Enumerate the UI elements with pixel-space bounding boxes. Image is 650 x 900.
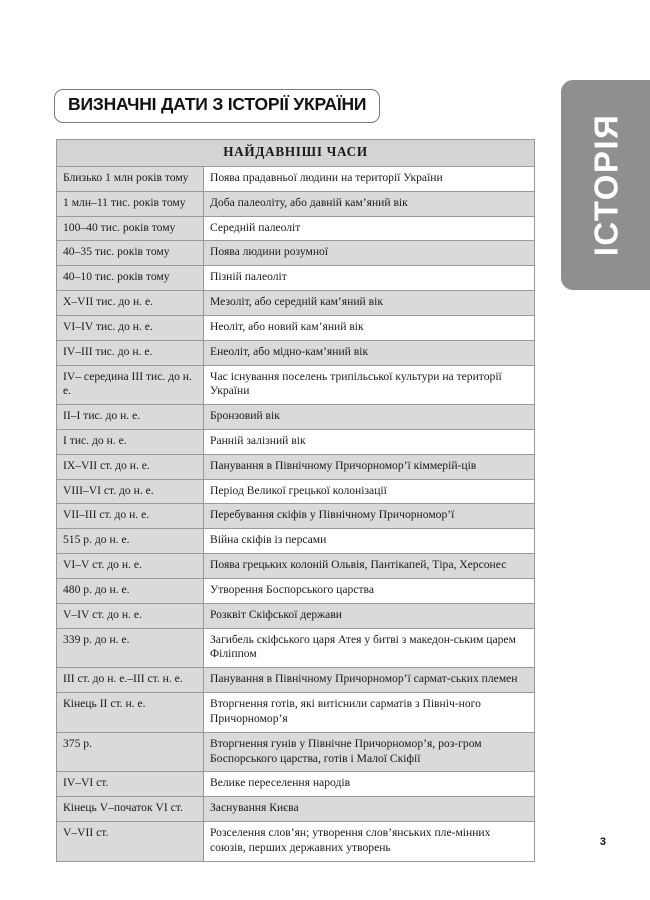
dates-table-body	[57, 166, 535, 861]
page-title: ВИЗНАЧНІ ДАТИ З ІСТОРІЇ УКРАЇНИ	[68, 94, 367, 114]
dates-table	[56, 139, 535, 862]
date-cell: 1 млн–11 тис. років тому	[57, 191, 204, 216]
date-cell: 375 р.	[57, 732, 204, 772]
date-cell: V–IV ст. до н. е.	[57, 603, 204, 628]
event-cell: Доба палеоліту, або давній кам’яний вік	[204, 191, 535, 216]
event-cell: Розквіт Скіфської держави	[204, 603, 535, 628]
table-row	[57, 578, 535, 603]
event-cell: Неоліт, або новий кам’яний вік	[204, 315, 535, 340]
event-cell: Поява людини розумної	[204, 241, 535, 266]
event-cell: Заснування Києва	[204, 797, 535, 822]
table-row	[57, 772, 535, 797]
event-cell: Панування в Північному Причорномор’ї кіммерій-ців	[204, 454, 535, 479]
table-header-row	[57, 140, 535, 167]
date-cell: IV– середина III тис. до н. е.	[57, 365, 204, 405]
table-row	[57, 822, 535, 862]
table-row	[57, 315, 535, 340]
date-cell: I тис. до н. е.	[57, 430, 204, 455]
date-cell: VI–V ст. до н. е.	[57, 554, 204, 579]
event-cell: Велике переселення народів	[204, 772, 535, 797]
table-row	[57, 529, 535, 554]
table-row	[57, 340, 535, 365]
dates-table-container	[56, 139, 535, 862]
side-thumb-tab-label: ІСТОРІЯ	[587, 113, 624, 257]
side-thumb-tab-history	[561, 80, 650, 290]
event-cell: Розселення слов’ян; утворення слов’янських пле-мінних союзів, перших державних утворень	[204, 822, 535, 862]
date-cell: 339 р. до н. е.	[57, 628, 204, 668]
table-row	[57, 732, 535, 772]
date-cell: III ст. до н. е.–III ст. н. е.	[57, 668, 204, 693]
table-row	[57, 504, 535, 529]
date-cell: VI–IV тис. до н. е.	[57, 315, 204, 340]
event-cell: Ранній залізний вік	[204, 430, 535, 455]
event-cell: Поява прадавньої людини на території України	[204, 166, 535, 191]
event-cell: Утворення Боспорського царства	[204, 578, 535, 603]
date-cell: 480 р. до н. е.	[57, 578, 204, 603]
table-row	[57, 554, 535, 579]
table-row	[57, 241, 535, 266]
date-cell: VII–III ст. до н. е.	[57, 504, 204, 529]
table-row	[57, 191, 535, 216]
table-row	[57, 479, 535, 504]
date-cell: 40–35 тис. років тому	[57, 241, 204, 266]
date-cell: VIII–VI ст. до н. е.	[57, 479, 204, 504]
table-row	[57, 603, 535, 628]
event-cell: Загибель скіфського царя Атея у битві з македон-ським царем Філіппом	[204, 628, 535, 668]
event-cell: Час існування поселень трипільської культури на території України	[204, 365, 535, 405]
section-title-plate	[54, 89, 380, 123]
event-cell: Середній палеоліт	[204, 216, 535, 241]
table-row	[57, 291, 535, 316]
event-cell: Енеоліт, або мідно-кам’яний вік	[204, 340, 535, 365]
table-row	[57, 266, 535, 291]
table-row	[57, 668, 535, 693]
table-row	[57, 797, 535, 822]
table-row	[57, 430, 535, 455]
date-cell: 100–40 тис. років тому	[57, 216, 204, 241]
event-cell: Перебування скіфів у Північному Причорномор’ї	[204, 504, 535, 529]
date-cell: 40–10 тис. років тому	[57, 266, 204, 291]
date-cell: Кінець II ст. н. е.	[57, 693, 204, 733]
table-row	[57, 166, 535, 191]
event-cell: Пізній палеоліт	[204, 266, 535, 291]
table-row	[57, 405, 535, 430]
date-cell: Кінець V–початок VI ст.	[57, 797, 204, 822]
table-row	[57, 216, 535, 241]
date-cell: IV–VI ст.	[57, 772, 204, 797]
table-row	[57, 454, 535, 479]
date-cell: IV–III тис. до н. е.	[57, 340, 204, 365]
table-row	[57, 693, 535, 733]
event-cell: Мезоліт, або середній кам’яний вік	[204, 291, 535, 316]
date-cell: V–VII ст.	[57, 822, 204, 862]
event-cell: Поява грецьких колоній Ольвія, Пантікапей, Тіра, Херсонес	[204, 554, 535, 579]
event-cell: Період Великої грецької колонізації	[204, 479, 535, 504]
date-cell: X–VII тис. до н. е.	[57, 291, 204, 316]
event-cell: Війна скіфів із персами	[204, 529, 535, 554]
date-cell: Близько 1 млн років тому	[57, 166, 204, 191]
event-cell: Вторгнення готів, які витіснили сарматів з Північ-ного Причорномор’я	[204, 693, 535, 733]
date-cell: 515 р. до н. е.	[57, 529, 204, 554]
date-cell: IX–VII ст. до н. е.	[57, 454, 204, 479]
event-cell: Бронзовий вік	[204, 405, 535, 430]
date-cell: II–I тис. до н. е.	[57, 405, 204, 430]
table-row	[57, 365, 535, 405]
table-row	[57, 628, 535, 668]
event-cell: Панування в Північному Причорномор’ї сармат-ських племен	[204, 668, 535, 693]
event-cell: Вторгнення гунів у Північне Причорномор’я, роз-гром Боспорського царства, готів і Малої Скіфії	[204, 732, 535, 772]
page-number: 3	[599, 836, 606, 848]
table-header-title: НАЙДАВНІШІ ЧАСИ	[57, 140, 535, 167]
